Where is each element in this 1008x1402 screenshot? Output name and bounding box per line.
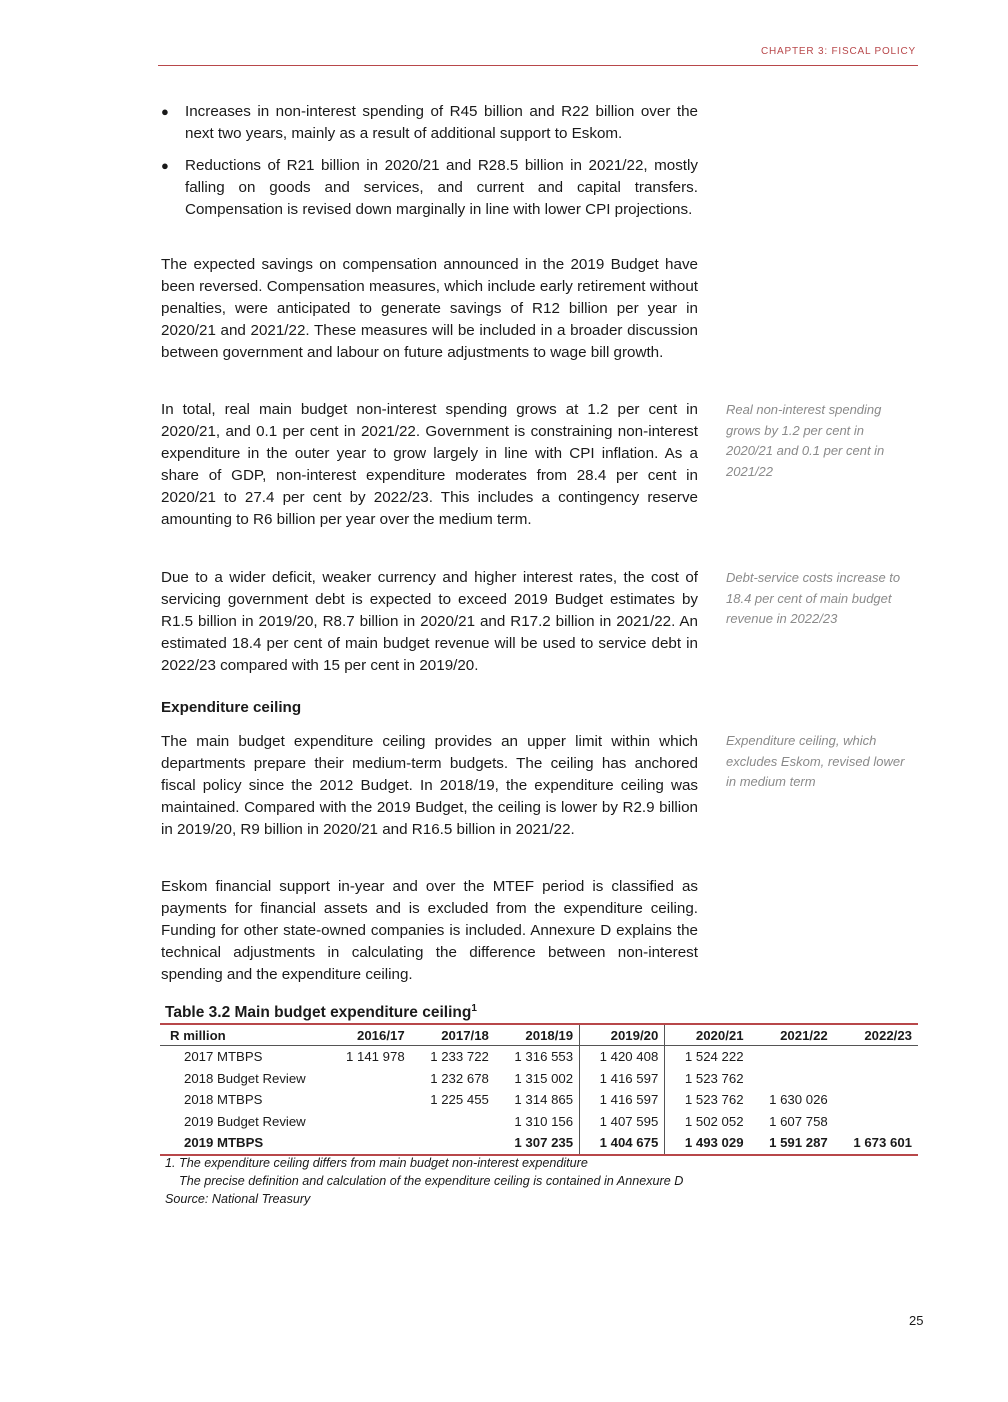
table-cell: 1 225 455 <box>430 1092 489 1108</box>
table-cell: 1 523 762 <box>684 1092 744 1108</box>
table-cell: 1 416 597 <box>580 1068 665 1090</box>
table-cell <box>326 1068 410 1090</box>
column-header: 2016/17 <box>326 1025 410 1046</box>
table-cell <box>411 1111 495 1133</box>
table-cell: 1 233 722 <box>430 1049 489 1065</box>
bullet-icon: ● <box>161 104 169 119</box>
bullet-text: Reductions of R21 billion in 2020/21 and R28.5 billion in 2021/22, mostly falling on goods and services, and current and capital transfers. Compensation is revised down marginally in line with lower CPI projections. <box>185 157 698 218</box>
column-header: 2022/23 <box>834 1025 918 1046</box>
table-cell: 1 407 595 <box>580 1111 665 1133</box>
row-label: 2018 Budget Review <box>184 1070 306 1086</box>
table-cell <box>411 1132 495 1155</box>
row-label: 2018 MTBPS <box>184 1092 263 1108</box>
table-cell: 1 591 287 <box>750 1132 834 1155</box>
table-header-row <box>160 1025 918 1046</box>
table-title-text: Table 3.2 Main budget expenditure ceiling <box>165 1004 472 1022</box>
table-cell: 1 310 156 <box>514 1113 574 1129</box>
table-cell <box>750 1068 834 1090</box>
paragraph-ceiling: The main budget expenditure ceiling provides an upper limit within which departments prepare their medium-term budgets. The ceiling has anchored fiscal policy since the 2012 Budget. In 2018/19, the expenditure ceiling was maintained. Compared with the 2019 Budget, the ceiling is lower by R2.9 billion in 2019/20, R9 billion in 2020/21 and R16.5 billion in 2021/22. <box>161 733 698 838</box>
paragraph-non-interest: In total, real main budget non-interest spending grows at 1.2 per cent in 2020/21, and 0.1 per cent in 2021/22. Government is constraining non-interest expenditure in the outer year to grow largely in line with CPI inflation. As a share of GDP, non-interest expenditure moderates from 28.4 per cent in 2020/21 to 27.4 per cent by 2022/23. This includes a contingency reserve amounting to R6 billion per year over the medium term. <box>161 401 698 528</box>
row-label: 2017 MTBPS <box>184 1049 263 1065</box>
column-header: 2019/20 <box>580 1025 665 1046</box>
table-cell <box>834 1046 918 1068</box>
table-cell: 1 630 026 <box>769 1092 828 1108</box>
page-header <box>158 46 918 66</box>
table-cell: 1 315 002 <box>514 1070 574 1086</box>
table-footnote: The precise definition and calculation of the expenditure ceiling is contained in Annexure D <box>179 1174 684 1188</box>
margin-note: Debt-service costs increase to 18.4 per cent of main budget revenue in 2022/23 <box>726 570 901 626</box>
chapter-title: CHAPTER 3: FISCAL POLICY <box>761 46 916 57</box>
table-cell: 1 404 675 <box>580 1132 665 1155</box>
bullet-item <box>161 101 698 145</box>
bullet-text: Increases in non-interest spending of R45 billion and R22 billion over the next two years, mainly as a result of additional support to Eskom. <box>185 103 698 142</box>
column-header: 2021/22 <box>750 1025 834 1046</box>
table-cell <box>834 1068 918 1090</box>
table-cell: 1 232 678 <box>430 1070 489 1086</box>
paragraph-debt-service: Due to a wider deficit, weaker currency and higher interest rates, the cost of servicing government debt is expected to exceed 2019 Budget estimates by R1.5 billion in 2019/20, R8.7 billion in 2020/21 and R17.2 billion in 2021/22. An estimated 18.4 per cent of main budget revenue will be used to service debt in 2022/23 compared with 15 per cent in 2019/20. <box>161 569 698 674</box>
section-heading: Expenditure ceiling <box>161 699 302 716</box>
table-title-footnote-mark: 1 <box>471 1003 477 1014</box>
table-cell <box>834 1111 918 1133</box>
table-cell <box>750 1046 834 1068</box>
expenditure-ceiling-table <box>160 1025 918 1156</box>
table-cell <box>834 1089 918 1111</box>
table-cell: 1 420 408 <box>580 1046 665 1068</box>
paragraph-eskom: Eskom financial support in-year and over the MTEF period is classified as payments for financial assets and is excluded from the expenditure ceiling. Funding for other state-owned companies is included. Annexure D explains the technical adjustments in calculating the difference between non-interest spending and the expenditure ceiling. <box>161 878 698 983</box>
table-cell: 1 607 758 <box>769 1113 828 1129</box>
table-row <box>160 1111 918 1133</box>
table-cell: 1 493 029 <box>665 1132 750 1155</box>
table-cell: 1 416 597 <box>580 1089 665 1111</box>
table-row <box>160 1068 918 1090</box>
table-cell: 1 502 052 <box>684 1113 744 1129</box>
row-label: 2019 MTBPS <box>160 1132 326 1155</box>
bullet-icon: ● <box>161 158 169 173</box>
page-number: 25 <box>909 1313 924 1328</box>
table-footnote: 1. The expenditure ceiling differs from main budget non-interest expenditure <box>165 1156 588 1170</box>
table-row <box>160 1132 918 1155</box>
table-title <box>165 1003 477 1022</box>
table-cell: 1 523 762 <box>684 1070 744 1086</box>
table-cell: 1 307 235 <box>495 1132 580 1155</box>
column-header: 2017/18 <box>411 1025 495 1046</box>
row-label: 2019 Budget Review <box>184 1113 306 1129</box>
table-cell: 1 316 553 <box>514 1049 574 1065</box>
margin-note: Expenditure ceiling, which excludes Eskom, revised lower in medium term <box>726 733 905 789</box>
bullet-item <box>161 155 698 221</box>
table-cell <box>326 1111 410 1133</box>
column-header: 2020/21 <box>665 1025 750 1046</box>
margin-note: Real non-interest spending grows by 1.2 per cent in 2020/21 and 0.1 per cent in 2021/22 <box>726 402 885 479</box>
paragraph-compensation: The expected savings on compensation announced in the 2019 Budget have been reversed. Compensation measures, which include early retirement without penalties, were anticipated to generate savings of R12 billion per year in 2020/21 and 2021/22. These measures will be included in a broader discussion between government and labour on future adjustments to wage bill growth. <box>161 256 698 361</box>
table-cell: 1 141 978 <box>345 1049 405 1065</box>
table-row <box>160 1046 918 1068</box>
column-header: R million <box>160 1025 326 1046</box>
table-cell: 1 314 865 <box>514 1092 574 1108</box>
table-source: Source: National Treasury <box>165 1192 311 1206</box>
table-cell: 1 524 222 <box>684 1049 744 1065</box>
table-row <box>160 1089 918 1111</box>
column-header: 2018/19 <box>495 1025 580 1046</box>
table-cell <box>326 1089 410 1111</box>
table-cell <box>326 1132 410 1155</box>
table-cell: 1 673 601 <box>834 1132 918 1155</box>
